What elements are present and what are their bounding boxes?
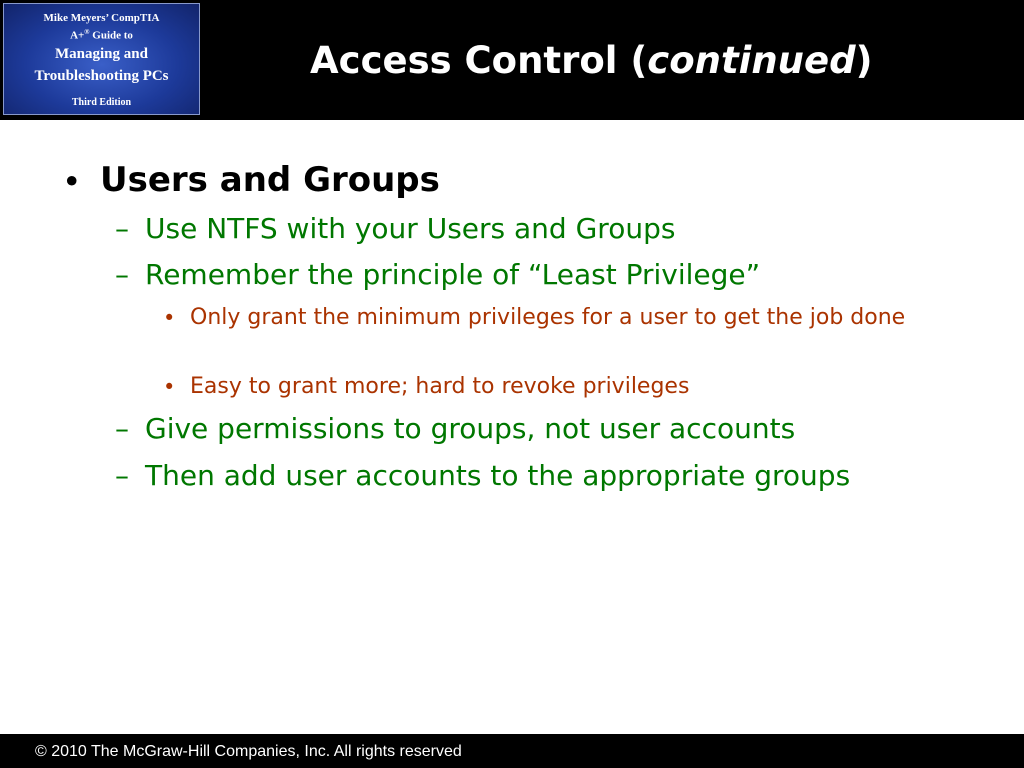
badge-title-line2: Troubleshooting PCs <box>34 68 169 84</box>
badge-guide-to: Guide to <box>89 29 133 42</box>
badge-title-line1: Managing and <box>55 46 148 62</box>
badge-registered-mark: ® <box>84 28 90 36</box>
list-item <box>115 412 795 446</box>
badge-series-name: Mike Meyers’ CompTIA <box>43 12 160 24</box>
sub-list-item-text: Only grant the minimum privileges for a user to get the job done <box>190 305 906 330</box>
list-item <box>115 258 760 292</box>
topic-heading: Users and Groups <box>100 160 440 200</box>
list-item-text: Use NTFS with your Users and Groups <box>145 212 676 245</box>
sub-bullet-icon: • <box>163 375 176 399</box>
list-item <box>115 212 675 246</box>
bullet-icon: • <box>62 162 82 201</box>
title-emphasis: continued <box>647 39 856 82</box>
list-item <box>115 459 850 493</box>
title-suffix: ) <box>855 39 873 82</box>
list-item-text: Then add user accounts to the appropriate groups <box>145 459 851 492</box>
sub-list-item-text: Easy to grant more; hard to revoke privileges <box>190 374 690 399</box>
title-prefix: Access Control ( <box>310 39 648 82</box>
dash-icon: – <box>115 412 129 445</box>
sub-bullet-icon: • <box>163 306 176 330</box>
badge-aplus: A+ <box>70 29 85 42</box>
badge-edition: Third Edition <box>71 97 132 108</box>
copyright-text: © 2010 The McGraw-Hill Companies, Inc. All rights reserved <box>35 743 462 760</box>
slide-footer <box>0 734 1024 768</box>
dash-icon: – <box>115 459 129 492</box>
list-item-text: Remember the principle of “Least Privilege” <box>145 258 761 291</box>
dash-icon: – <box>115 258 129 291</box>
list-item-text: Give permissions to groups, not user accounts <box>145 412 796 445</box>
dash-icon: – <box>115 212 129 245</box>
